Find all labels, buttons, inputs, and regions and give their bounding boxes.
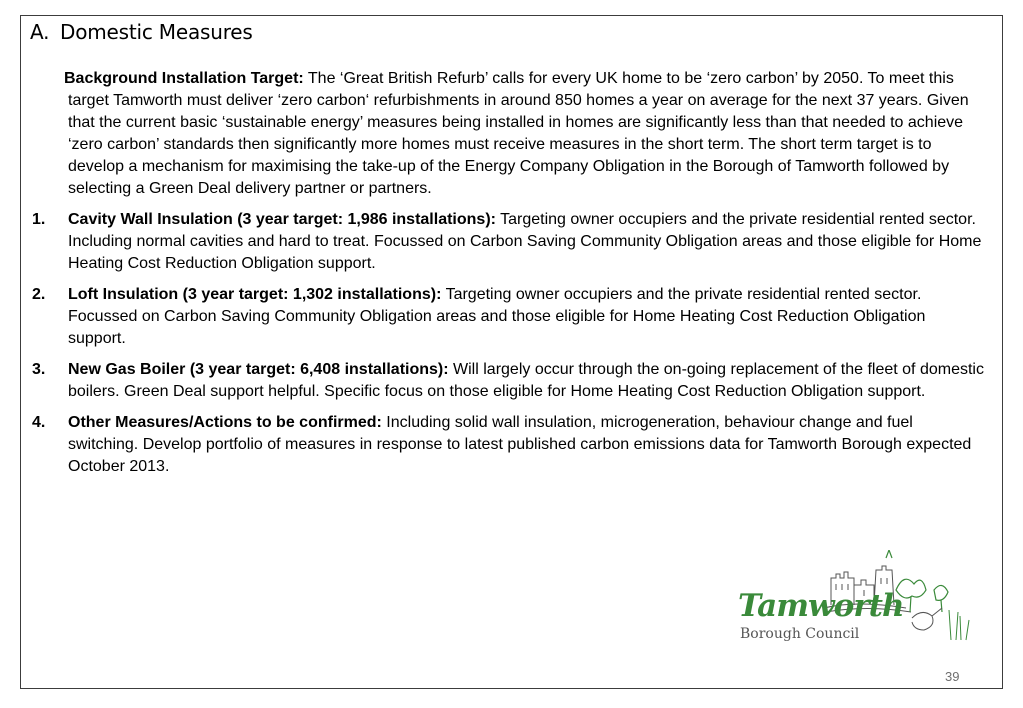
logo-subtitle: Borough Council bbox=[740, 626, 860, 642]
list-item bbox=[32, 209, 987, 275]
item-lead: Other Measures/Actions to be confirmed: bbox=[68, 414, 382, 431]
logo-name: Tamworth bbox=[738, 588, 904, 624]
list-item bbox=[32, 359, 987, 403]
list-item bbox=[32, 284, 987, 350]
item-text: Targeting owner occupiers and the private residential rented sector. Focussed on Carbon Saving Community Obligation areas and those eligible for Home Heating Cost Reduction Obligation support. bbox=[68, 286, 926, 347]
item-text: Will largely occur through the on-going replacement of the fleet of domestic boilers. Green Deal support helpful. Specific focus on those eligible for Home Heating Cost Reduction Obligation support. bbox=[68, 361, 984, 400]
item-lead: Cavity Wall Insulation (3 year target: 1,986 installations): bbox=[68, 211, 496, 228]
item-lead: New Gas Boiler (3 year target: 6,408 installations): bbox=[68, 361, 449, 378]
list-item bbox=[32, 412, 987, 478]
intro-text: The ‘Great British Refurb’ calls for every UK home to be ‘zero carbon’ by 2050. To meet this target Tamworth must deliver ‘zero carbon‘ refurbishments in around 850 homes a year on average for the next 37 years. Given that the current basic ‘sustainable energy’ measures being installed in homes are significantly less than that needed to achieve ‘zero carbon’ standards then significantly more homes must receive measures in the short term. The short term target is to develop a mechanism for maximising the take-up of the Energy Company Obligation in the Borough of Tamworth followed by selecting a Green Deal delivery partner or partners. bbox=[68, 70, 969, 197]
intro-lead: Background Installation Target: bbox=[64, 70, 304, 87]
item-number: 4. bbox=[32, 414, 46, 431]
item-number: 1. bbox=[32, 211, 46, 228]
intro-paragraph bbox=[32, 68, 987, 200]
item-number: 2. bbox=[32, 286, 46, 303]
content bbox=[32, 68, 987, 487]
item-lead: Loft Insulation (3 year target: 1,302 installations): bbox=[68, 286, 442, 303]
page-number: 39 bbox=[945, 669, 960, 684]
item-text: Including solid wall insulation, microgeneration, behaviour change and fuel switching. Develop portfolio of measures in response to latest published carbon emissions data for Tamworth Borough expected October 2013. bbox=[68, 414, 972, 475]
item-text: Targeting owner occupiers and the private residential rented sector. Including normal cavities and hard to treat. Focussed on Carbon Saving Community Obligation areas and those eligible for Home Heating Cost Reduction Obligation support. bbox=[68, 211, 982, 272]
tamworth-logo bbox=[736, 550, 976, 650]
page-title bbox=[30, 20, 253, 44]
title-text: Domestic Measures bbox=[60, 20, 253, 44]
item-number: 3. bbox=[32, 361, 46, 378]
section-marker: A. bbox=[30, 20, 50, 44]
